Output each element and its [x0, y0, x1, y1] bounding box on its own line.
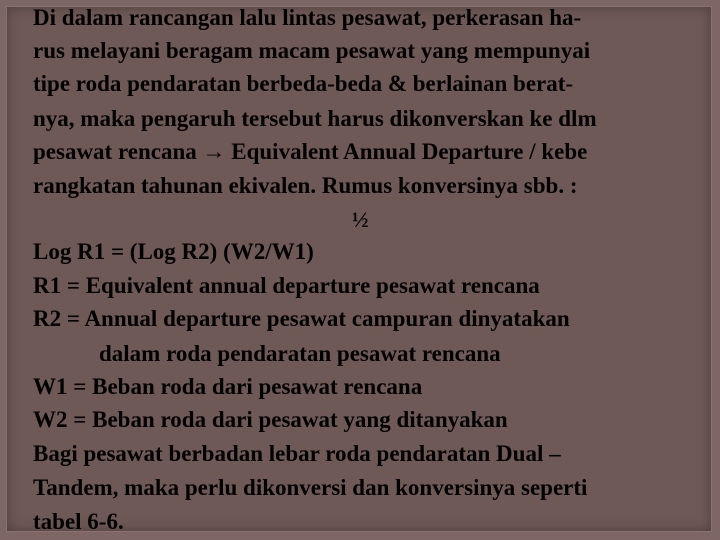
paragraph-line-4: nya, maka pengaruh tersebut harus dikonverskan ke dlm [33, 106, 597, 131]
paragraph-line-3: tipe roda pendaratan berbeda-beda & berlainan berat- [33, 71, 574, 96]
paragraph-line-6: rangkatan tahunan ekivalen. Rumus konversinya sbb. : [33, 173, 578, 198]
definition-r2: R2 = Annual departure pesawat campuran dinyatakan [33, 306, 570, 331]
paragraph-line-5: pesawat rencana → Equivalent Annual Departure / kebe [33, 139, 588, 164]
paragraph-line-1: Di dalam rancangan lalu lintas pesawat, perkerasan ha- [33, 5, 582, 30]
definition-w1: W1 = Beban roda dari pesawat rencana [33, 374, 423, 399]
formula-line: Log R1 = (Log R2) (W2/W1) [33, 239, 314, 264]
definition-w2: W2 = Beban roda dari pesawat yang ditanyakan [33, 407, 508, 432]
paragraph-line-2: rus melayani beragam macam pesawat yang mempunyai [33, 38, 591, 63]
definition-r2-continued: dalam roda pendaratan pesawat rencana [99, 341, 501, 366]
formula-exponent: ½ [352, 207, 369, 232]
closing-line-1: Bagi pesawat berbadan lebar roda pendaratan Dual – [33, 441, 561, 466]
definition-r1: R1 = Equivalent annual departure pesawat rencana [33, 273, 540, 298]
closing-line-2: Tandem, maka perlu dikonversi dan konversinya seperti [33, 475, 588, 500]
closing-line-3: tabel 6-6. [33, 509, 124, 534]
